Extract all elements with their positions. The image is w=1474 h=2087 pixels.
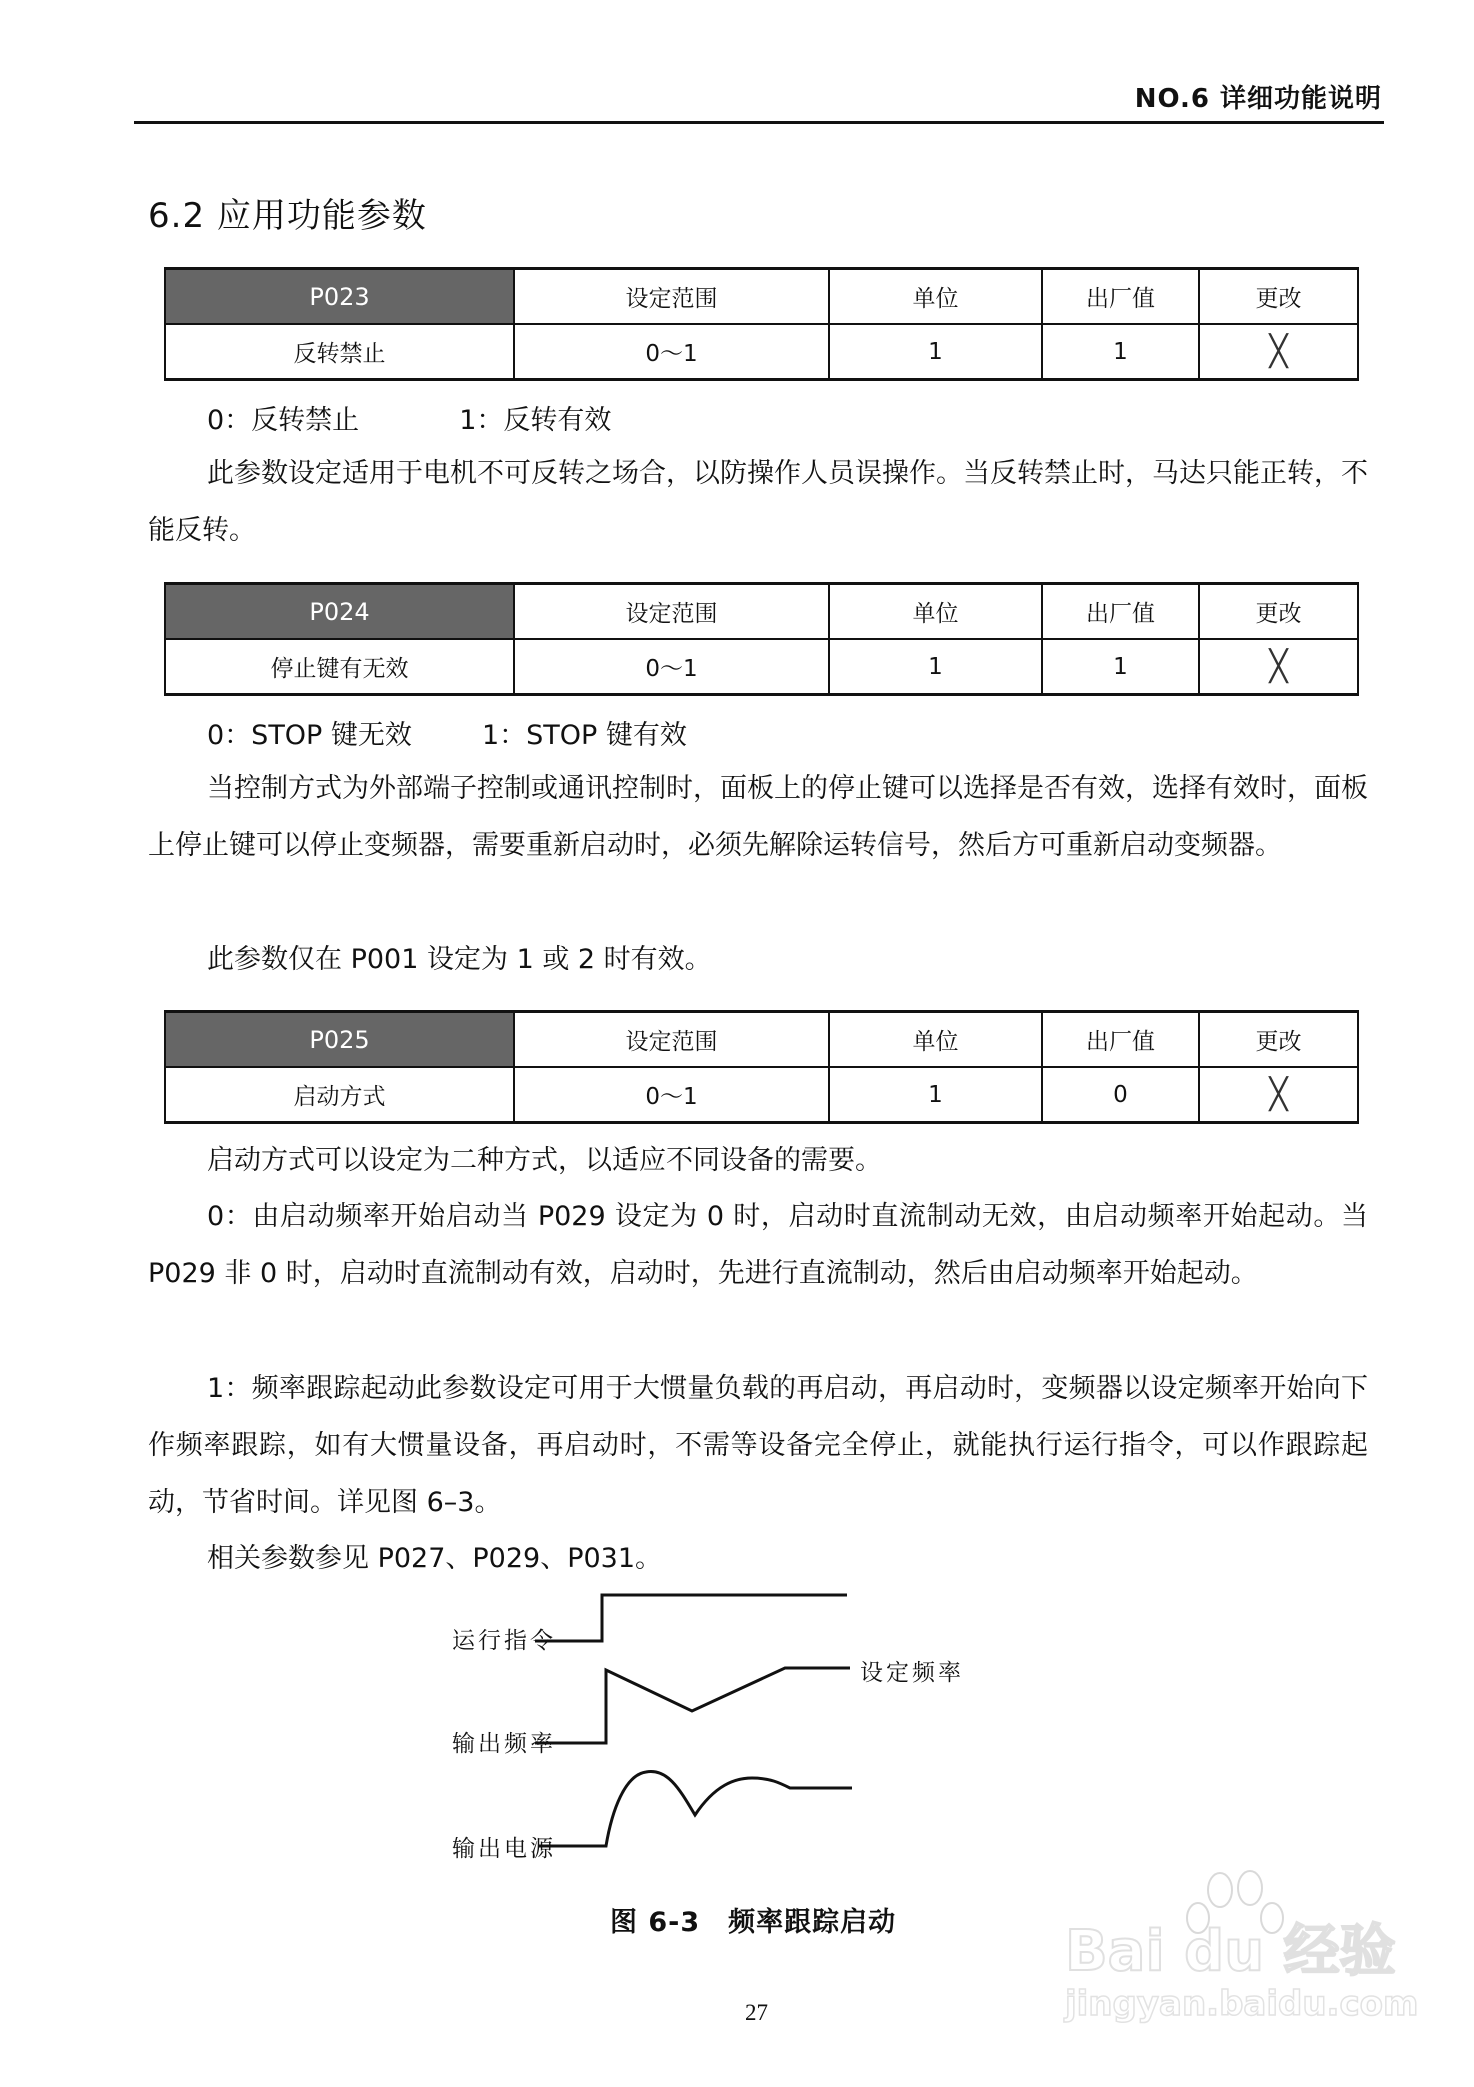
col-default-header: 出厂值 [1042,584,1199,640]
header-divider [134,121,1384,124]
col-default-header: 出厂值 [1042,269,1199,325]
not-changeable-icon: ╳ [1199,324,1358,380]
param-unit: 1 [829,639,1042,695]
param-default: 0 [1042,1067,1199,1123]
col-change-header: 更改 [1199,269,1358,325]
output-frequency-waveform [535,1668,850,1743]
chapter-header: NO.6 详细功能说明 [1134,84,1382,114]
p025-mode-1: 1：频率跟踪起动此参数设定可用于大惯量负载的再启动，再启动时，变频器以设定频率开始向下作频率跟踪，如有大惯量设备，再启动时，不需等设备完全停止，就能执行运行指令，可以作跟踪起动，节省时间。详见图 6–3。 [148,1373,1368,1518]
param-default: 1 [1042,639,1199,695]
label-output-frequency: 输出频率 [452,1731,556,1757]
not-changeable-icon: ╳ [1199,1067,1358,1123]
section-title: 6.2 应用功能参数 [148,196,427,236]
option-0: 0：STOP 键无效 [207,720,412,751]
param-name: 反转禁止 [165,324,514,380]
col-change-header: 更改 [1199,1012,1358,1068]
option-1: 1：反转有效 [459,405,612,436]
param-default: 1 [1042,324,1199,380]
param-range: 0～1 [514,1067,829,1123]
page-number: 27 [745,2000,768,2025]
label-set-frequency: 设定频率 [860,1660,964,1686]
param-unit: 1 [829,324,1042,380]
param-range: 0～1 [514,324,829,380]
frequency-tracking-diagram [440,1580,1140,1880]
param-code: P024 [165,584,514,640]
col-unit-header: 单位 [829,269,1042,325]
watermark-logo: Bai du 经验 [1065,1919,1396,1984]
p025-intro: 启动方式可以设定为二种方式，以适应不同设备的需要。 [207,1145,882,1176]
p025-related: 相关参数参见 P027、P029、P031。 [207,1543,663,1574]
param-table-p023 [164,267,1359,381]
col-range-header: 设定范围 [514,1012,829,1068]
param-code: P023 [165,269,514,325]
col-range-header: 设定范围 [514,584,829,640]
p024-options [207,713,687,752]
param-range: 0～1 [514,639,829,695]
param-code: P025 [165,1012,514,1068]
option-0: 0：反转禁止 [207,405,360,436]
p023-options [207,398,611,437]
col-range-header: 设定范围 [514,269,829,325]
option-1: 1：STOP 键有效 [481,720,687,751]
col-unit-header: 单位 [829,1012,1042,1068]
p023-description: 此参数设定适用于电机不可反转之场合，以防操作人员误操作。当反转禁止时，马达只能正转，不能反转。 [148,458,1368,546]
param-name: 启动方式 [165,1067,514,1123]
param-table-p024 [164,582,1359,696]
param-table-p025 [164,1010,1359,1124]
figure-caption: 图 6-3 频率跟踪启动 [610,1907,897,1938]
output-power-waveform [538,1772,852,1846]
baidu-watermark [1040,1860,1420,2040]
run-command-waveform [535,1595,847,1641]
p025-mode-0: 0：由启动频率开始启动当 P029 设定为 0 时，启动时直流制动无效，由启动频率开始起动。当 P029 非 0 时，启动时直流制动有效，启动时，先进行直流制动，然后由启动频率开始起动。 [148,1201,1368,1289]
param-name: 停止键有无效 [165,639,514,695]
col-default-header: 出厂值 [1042,1012,1199,1068]
param-unit: 1 [829,1067,1042,1123]
col-change-header: 更改 [1199,584,1358,640]
baidu-paw-logo-icon [1040,1860,1420,2040]
col-unit-header: 单位 [829,584,1042,640]
p024-description: 当控制方式为外部端子控制或通讯控制时，面板上的停止键可以选择是否有效，选择有效时，面板上停止键可以停止变频器，需要重新启动时，必须先解除运转信号，然后方可重新启动变频器。 [148,773,1368,861]
not-changeable-icon: ╳ [1199,639,1358,695]
watermark-url: jingyan.baidu.com [1065,1984,1419,2024]
p024-note: 此参数仅在 P001 设定为 1 或 2 时有效。 [207,944,712,975]
label-run-command: 运行指令 [452,1628,556,1654]
label-output-power: 输出电源 [452,1836,556,1862]
